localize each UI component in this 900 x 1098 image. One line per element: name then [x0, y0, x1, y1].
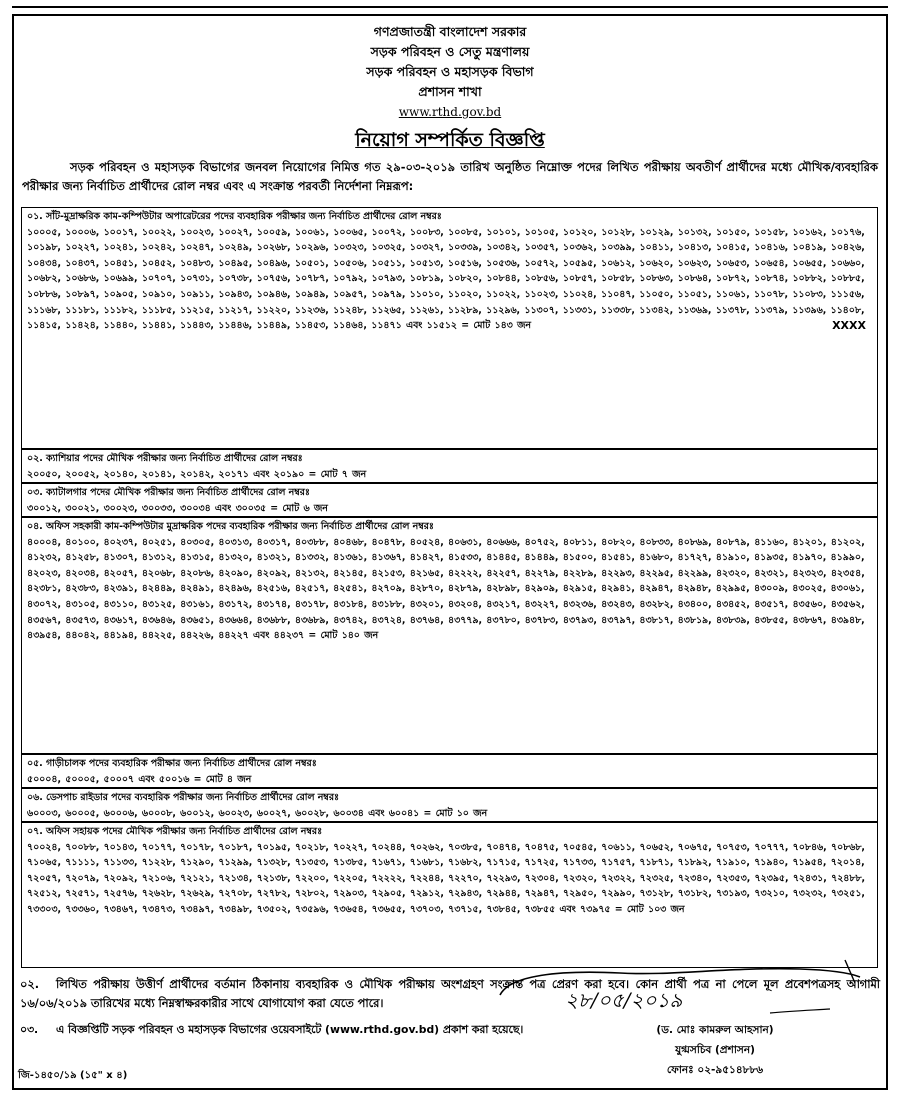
paragraph-number: ০৩.: [20, 1023, 39, 1036]
website-link[interactable]: www.rthd.gov.bd: [398, 105, 502, 119]
section-heading: ০২. ক্যাশিয়ার পদের মৌখিক পরীক্ষার জন্য নির্বাচিত প্রার্থীদের রোল নম্বরঃ: [27, 453, 303, 464]
paragraph-text: লিখিত পরীক্ষায় উত্তীর্ণ প্রার্থীদের বর্তমান ঠিকানায় ব্যবহারিক ও মৌখিক পরীক্ষায় অংশগ্রহণ সংক্রান্ত পত্র প্রেরণ করা হবে। কোন প্রার্থী পত্র না পেলে মূল প্রবেশপত্রসহ আগামী ১৬/০৬/২০১৯ তারিখের মধ্যে নিম্নস্বাক্ষরকারীর সাথে যোগাযোগ করা যেতে পারে।: [20, 978, 880, 1010]
signatory-phone: ফোনঃ ০২-৯৫১৪৮৮৬: [666, 1064, 764, 1076]
paragraph-3: [20, 1020, 580, 1039]
signature-image: [470, 955, 870, 1015]
roll-list: ৫০০০৪, ৫০০০৫, ৫০০০৭ এবং ৫০০১৬ = মোট ৪ জন: [27, 773, 252, 785]
section-5-box: [21, 754, 878, 788]
section-heading: ০৪. অফিস সহকারী কাম-কম্পিউটার মুদ্রাক্ষরিক পদের ব্যবহারিক পরীক্ষার জন্য নির্বাচিত প্রার্থীদের রোল নম্বরঃ: [27, 521, 434, 532]
roll-list: ১০০০৫, ১০০০৬, ১০০১৭, ১০০২২, ১০০২৩, ১০০২৭, ১০০৫৯, ১০০৬১, ১০০৬৫, ১০০৭২, ১০০৮৩, ১০০৮৫, ১০১০১, ১০১০৫, ১০১২০, ১০১২৮, ১০১২৯, ১০১৩২, ১০১৫০, ১০১৫৮, ১০১৬২, ১০১৭৬, ১০১৯৮, ১০২২৭, ১০২৪১, ১০২৪২, ১০২৪৭, ১০২৪৯, ১০২৬৮, ১০২৯৬, ১০৩২৩, ১০৩২৫, ১০৩২৭, ১০৩৩৯, ১০৩৪২, ১০৩৫৭, ১০৩৬২, ১০৩৯৯, ১০৪১১, ১০৪১৩, ১০৪১৫, ১০৪১৬, ১০৪১৯, ১০৪২৬, ১০৪৩৪, ১০৪৩৭, ১০৪৫১, ১০৪৫২, ১০৪৮৩, ১০৪৯৫, ১০৪৯৬, ১০৫০১, ১০৫০৬, ১০৫১১, ১০৫১৩, ১০৫১৬, ১০৫৩৬, ১০৫৭২, ১০৫৯৫, ১০৬১২, ১০৬২০, ১০৬২৩, ১০৬৫৩, ১০৬৫৪, ১০৬৫৫, ১০৬৬০, ১০৬৮২, ১০৬৮৬, ১০৬৯৯, ১০৭০৭, ১০৭৩১, ১০৭৩৮, ১০৭৫৬, ১০৭৮৭, ১০৭৯২, ১০৭৯৩, ১০৮১৯, ১০৮২০, ১০৮৪৪, ১০৮৫৬, ১০৮৫৭, ১০৮৫৮, ১০৮৬৩, ১০৮৬৪, ১০৮৭২, ১০৮৭৪, ১০৮৮২, ১০৮৮৫, ১০৮৮৬, ১০৮৯৭, ১০৯০৫, ১০৯১০, ১০৯১১, ১০৯৪৩, ১০৯৪৬, ১০৯৪৯, ১০৯৫৭, ১০৯৭৯, ১১০১০, ১১০২০, ১১০২২, ১১০২৩, ১১০২৪, ১১০৪৭, ১১০৫০, ১১০৫১, ১১০৬১, ১১০৭৮, ১১০৮৩, ১১১৫৬, ১১১৬৮, ১১১৮১, ১১১৮২, ১১১৮৫, ১১২১৫, ১১২১৭, ১১২২০, ১১২৩৬, ১১২৪৮, ১১২৬৫, ১১২৬১, ১১২৮৯, ১১২৯৬, ১১৩০৭, ১১৩৩১, ১১৩৩৮, ১১৩৪২, ১১৩৬৯, ১১৩৭৮, ১১৩৭৯, ১১৩৯৬, ১১৪০৮, ১১৪১৫, ১১৪২৪, ১১৪৪০, ১১৪৪১, ১১৪৪৩, ১১৪৪৬, ১১৪৪৯, ১১৪৫৩, ১১৪৬৪, ১১৪৭১ এবং ১১৫১২ = মোট ১৪৩ জন XXXX: [27, 226, 866, 333]
ministry-name: সড়ক পরিবহন ও সেতু মন্ত্রণালয়: [370, 44, 530, 59]
division-name: সড়ক পরিবহন ও মহাসড়ক বিভাগ: [366, 64, 534, 79]
strike-mark: XXXX: [832, 319, 866, 333]
intro-paragraph: সড়ক পরিবহন ও মহাসড়ক বিভাগের জনবল নিয়োগের নিমিত্ত গত ২৯-০৩-২০১৯ তারিখ অনুষ্ঠিত নিম্নোক্ত পদের লিখিত পরীক্ষায় অবতীর্ণ প্রার্থীদের মধ্যে মৌখিক/ব্যবহারিক পরীক্ষার জন্য নির্বাচিত প্রার্থীদের রোল নম্বর এবং এ সংক্রান্ত পরবর্তী নির্দেশনা নিম্নরূপ:: [22, 160, 878, 193]
section-6-box: [21, 788, 878, 822]
section-heading: ০৫. গাড়ীচালক পদের ব্যবহারিক পরীক্ষার জন্য নির্বাচিত প্রার্থীদের রোল নম্বরঃ: [27, 758, 317, 769]
section-heading: ০৬. ডেসপাচ রাইডার পদের ব্যবহারিক পরীক্ষার জন্য নির্বাচিত প্রার্থীদের রোল নম্বরঃ: [27, 792, 339, 803]
govt-name: গণপ্রজাতন্ত্রী বাংলাদেশ সরকার: [373, 24, 527, 39]
signatory-designation: যুগ্মসচিব (প্রশাসন): [675, 1044, 755, 1056]
letterhead: [0, 22, 900, 122]
roll-list: ৩০০১২, ৩০০২১, ৩০০২৩, ৩০০৩৩, ৩০০৩৪ এবং ৩০০৩৫ = মোট ৬ জন: [27, 502, 328, 514]
branch-name: প্রশাসন শাখা: [418, 84, 482, 99]
section-1-box: [21, 207, 878, 449]
signatory-name: (ড. মোঃ কামরুল আহসান): [656, 1024, 774, 1036]
signature-date: ২৮/০৫/২০১৯: [565, 988, 683, 1012]
section-heading: ০৭. অফিস সহায়ক পদের মৌখিক পরীক্ষার জন্য নির্বাচিত প্রার্থীদের রোল নম্বরঃ: [27, 826, 323, 837]
roll-list: ৭০০২৪, ৭০০৮৮, ৭০১৪৩, ৭০১৭৭, ৭০১৭৮, ৭০১৮৭, ৭০১৯৫, ৭০২১৮, ৭০২২৭, ৭০২৪৪, ৭০২৬২, ৭০৩৮৫, ৭০৪৭৪, ৭০৪৭৫, ৭০৫৪৫, ৭০৬১১, ৭০৬৫২, ৭০৬৭৫, ৭০৭৫৩, ৭০৭৭৭, ৭০৮৪৬, ৭০৮৬৮, ৭১০৬৫, ৭১১১১, ৭১১৩৩, ৭১২২৮, ৭১২৯০, ৭১২৯৯, ৭১৩২৮, ৭১৩৫৩, ৭১৩৮৫, ৭১৬৭১, ৭১৬৮১, ৭১৬৮২, ৭১৭১৫, ৭১৭২৫, ৭১৭৩৩, ৭১৭৫৭, ৭১৮৭১, ৭১৮৯২, ৭১৯১০, ৭১৯৪০, ৭১৯৫৪, ৭২০১৪, ৭২০৫৭, ৭২০৭৯, ৭২০৯২, ৭২১০৬, ৭২১২১, ৭২১৩৪, ৭২১৩৮, ৭২২০০, ৭২২০৫, ৭২২২২, ৭২২৪৪, ৭২২৭০, ৭২২৯৩, ৭২৩০৪, ৭২৩২০, ৭২৩২২, ৭২৩২৫, ৭২৩৪০, ৭২৩৫৩, ৭২৩৯৫, ৭২৪৩১, ৭২৪৮৮, ৭২৫১২, ৭২৫৭১, ৭২৫৭৬, ৭২৬২৮, ৭২৬২৯, ৭২৭০৮, ৭২৭৮২, ৭২৮০২, ৭২৯০৩, ৭২৯০৫, ৭২৯১২, ৭২৯৪৩, ৭২৯৪৪, ৭২৯৪৭, ৭২৯৫০, ৭২৯৯০, ৭৩১২৮, ৭৩১৮২, ৭৩১৯৩, ৭৩২১০, ৭৩২৩২, ৭৩২৫১, ৭৩৩০৩, ৭৩৩৬০, ৭৩৪৬৭, ৭৩৪৭৩, ৭৩৪৯৭, ৭৩৪৯৮, ৭৩৫০২, ৭৩৫৯৬, ৭৩৬৫৪, ৭৩৬৫৫, ৭৩৭০৩, ৭৩৭১৫, ৭৩৮৪৫, ৭৩৮৫৫ এবং ৭৩৯৭৫ = মোট ১০৩ জন: [27, 841, 866, 915]
roll-list: ৬০০০৩, ৬০০০৫, ৬০০০৬, ৬০০০৮, ৬০০১২, ৬০০২৩, ৬০০২৭, ৬০০২৮, ৬০০৩৪ এবং ৬০০৪১ = মোট ১০ জন: [27, 807, 488, 819]
paragraph-number: ০২.: [20, 978, 39, 991]
section-3-box: [21, 483, 878, 517]
section-2-box: [21, 449, 878, 483]
print-reference: জি-১৪৫০/১৯ (১৫" x ৪): [18, 1070, 128, 1081]
notice-title: নিয়োগ সম্পর্কিত বিজ্ঞপ্তি: [355, 129, 545, 151]
section-4-box: [21, 517, 878, 754]
section-heading: ০১. সাঁট-মুদ্রাক্ষরিক কাম-কম্পিউটার অপারেটরের পদের ব্যবহারিক পরীক্ষার জন্য নির্বাচিত প্রার্থীদের রোল নম্বরঃ: [27, 211, 442, 222]
top-border: [12, 0, 888, 8]
paragraph-text: এ বিজ্ঞপ্তিটি সড়ক পরিবহন ও মহাসড়ক বিভাগের ওয়েবসাইটে (www.rthd.gov.bd) প্রকাশ করা হয়েছে।: [56, 1023, 524, 1036]
section-7-box: [21, 822, 878, 968]
roll-list: ২০০৫০, ২০০৫২, ২০১৪০, ২০১৪১, ২০১৪২, ২০১৭১ এবং ২০১৯০ = মোট ৭ জন: [27, 468, 367, 480]
signatory-block: [555, 1020, 875, 1080]
roll-list: ৪০০০৪, ৪০১০০, ৪০২৩৭, ৪০২৫১, ৪০৩০৫, ৪০৩১৩, ৪০৩১৭, ৪০৩৮৮, ৪০৪৬৮, ৪০৪৭৮, ৪০৫২৪, ৪০৬৩১, ৪০৬৬৬, ৪০৭৫২, ৪০৮১১, ৪০৮২০, ৪০৮৩৩, ৪০৮৬৯, ৪০৮৭৯, ৪১১৬০, ৪১২০১, ৪১২০২, ৪১২৩২, ৪১২৫৮, ৪১৩০৭, ৪১৩১২, ৪১৩১৫, ৪১৩২০, ৪১৩২১, ৪১৩৩২, ৪১৩৬১, ৪১৩৬৭, ৪১৪২৭, ৪১৫৩৩, ৪১৪৪৫, ৪১৪৪৯, ৪১৫০০, ৪১৫৪১, ৪১৬৮০, ৪১৭২৭, ৪১৯১০, ৪১৯৩৫, ৪১৯৭০, ৪১৯৯০, ৪২০২৩, ৪২০৩৪, ৪২০৫৭, ৪২০৬৮, ৪২০৮৬, ৪২০৯০, ৪২০৯২, ৪২১৩২, ৪২১৪৫, ৪২১৫৩, ৪২১৬৫, ৪২২২২, ৪২২৫৭, ৪২২৭৯, ৪২২৮৯, ৪২২৯৩, ৪২২৯৫, ৪২২৯৯, ৪২৩২০, ৪২৩২১, ৪২৩২৩, ৪২৩৫৪, ৪২৩৮১, ৪২৩৮৩, ৪২৩৯১, ৪২৪৪৯, ৪২৪৯১, ৪২৪৯৬, ৪২৫১৬, ৪২৫১৭, ৪২৫৪১, ৪২৭০৯, ৪২৮৭০, ৪২৮৭৯, ৪২৮৯৮, ৪২৯০৯, ৪২৯১৫, ৪২৯৪১, ৪২৯৪৭, ৪২৯৪৮, ৪২৯৯৫, ৪৩০০৯, ৪৩০২৫, ৪৩০৬১, ৪৩০৭২, ৪৩১০৫, ৪৩১১০, ৪৩১২৫, ৪৩১৬১, ৪৩১৭২, ৪৩১৭৪, ৪৩১৭৮, ৪৩১৮৪, ৪৩১৮৮, ৪৩২০১, ৪৩২০৪, ৪৩২১৭, ৪৩২২৭, ৪৩২৩৬, ৪৩২৪৩, ৪৩২৮২, ৪৩৪০০, ৪৩৪৫২, ৪৩৫১৭, ৪৩৫৬০, ৪৩৫৬২, ৪৩৫৬৭, ৪৩৫৭৩, ৪৩৬১৭, ৪৩৬৪৬, ৪৩৬৫১, ৪৩৬৬৪, ৪৩৬৮৮, ৪৩৬৮৯, ৪৩৭৪২, ৪৩৭২৪, ৪৩৭৬৪, ৪৩৭৭৯, ৪৩৭৮০, ৪৩৭৮৩, ৪৩৭৯৩, ৪৩৭৯৭, ৪৩৮১৭, ৪৩৮১৯, ৪৩৮৩৯, ৪৩৮৫৫, ৪৩৮৬৭, ৪৩৯৪৮, ৪৩৯৫৪, ৪৪০৪২, ৪৪১৯৪, ৪৪২২৫, ৪৪২২৬, ৪৪২২৭ এবং ৪৪২৩৭ = মোট ১৪০ জন: [27, 536, 865, 642]
section-heading: ০৩. ক্যাটালগার পদের মৌখিক পরীক্ষার জন্য নির্বাচিত প্রার্থীদের রোল নম্বরঃ: [27, 487, 310, 498]
